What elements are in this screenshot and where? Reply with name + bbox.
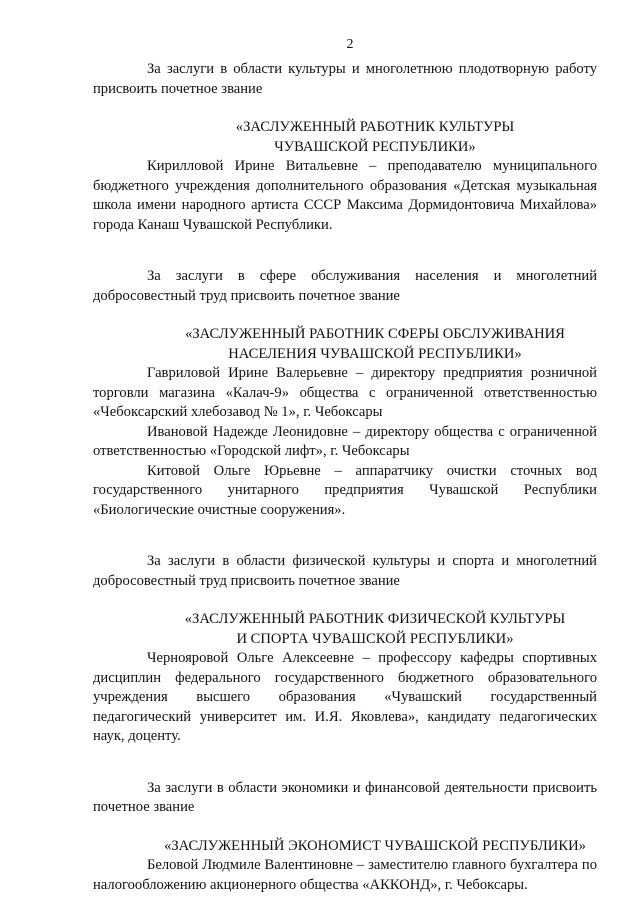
section-intro: За заслуги в области физической культуры и спорта и многолетний добросовестный труд присвоить почетное звание [93,553,597,589]
section-intro: За заслуги в области экономики и финансовой деятельности присвоить почетное звание [93,779,597,815]
award-title-line: НАСЕЛЕНИЯ ЧУВАШСКОЙ РЕСПУБЛИКИ» [228,345,522,362]
award-title-line: «ЗАСЛУЖЕННЫЙ РАБОТНИК СФЕРЫ ОБСЛУЖИВАНИЯ [185,326,565,342]
section-intro: За заслуги в сфере обслуживания населения и многолетний добросовестный труд присвоить почетное звание [93,268,597,304]
awardee-entry: Гавриловой Ирине Валерьевне – директору предприятия розничной торговли магазина «Калач-9» общества с ограниченной ответственностью «Чебоксарский хлебозавод № 1», г. Чебоксары [93,365,597,420]
awardee-entry: Беловой Людмиле Валентиновне – заместителю главного бухгалтера по налогообложению акционерного общества «АККОНД», г. Чебоксары. [93,857,597,893]
awardee-entry: Китовой Ольге Юрьевне – аппаратчику очистки сточных вод государственного унитарного предприятия Чувашской Республики «Биологические очистные сооружения». [93,462,597,518]
award-title [93,118,597,157]
award-title [93,837,597,857]
awardee-entry: Чернояровой Ольге Алексеевне – профессору кафедры спортивных дисциплин федерального государственного бюджетного образовательного учреждения высшего образования «Чувашский государственный педагогический университет им. И.Я. Яковлева», кандидату педагогических наук, доценту. [93,650,597,744]
award-title-line: «ЗАСЛУЖЕННЫЙ ЭКОНОМИСТ ЧУВАШСКОЙ РЕСПУБЛИКИ» [164,837,586,854]
awardee-entry: Кирилловой Ирине Витальевне – преподавателю муниципального бюджетного учреждения дополнительного образования «Детская музыкальная школа имени народного артиста СССР Максима Дормидонтовича Михайлова» города Канаш Чувашской Республики. [93,158,597,233]
award-title [93,325,597,364]
awardee-entry: Ивановой Надежде Леонидовне – директору общества с ограниченной ответственностью «Городской лифт», г. Чебоксары [93,423,597,459]
award-title [93,610,597,649]
award-title-line: ЧУВАШСКОЙ РЕСПУБЛИКИ» [274,138,476,155]
award-title-line: «ЗАСЛУЖЕННЫЙ РАБОТНИК КУЛЬТУРЫ [235,119,515,135]
award-title-line: «ЗАСЛУЖЕННЫЙ РАБОТНИК ФИЗИЧЕСКОЙ КУЛЬТУРЫ [184,611,566,627]
award-title-line: И СПОРТА ЧУВАШСКОЙ РЕСПУБЛИКИ» [236,630,514,647]
section-intro: За заслуги в области культуры и многолетнюю плодотворную работу присвоить почетное звание [93,61,597,97]
page-number: 2 [346,37,354,52]
document-body [93,60,597,895]
